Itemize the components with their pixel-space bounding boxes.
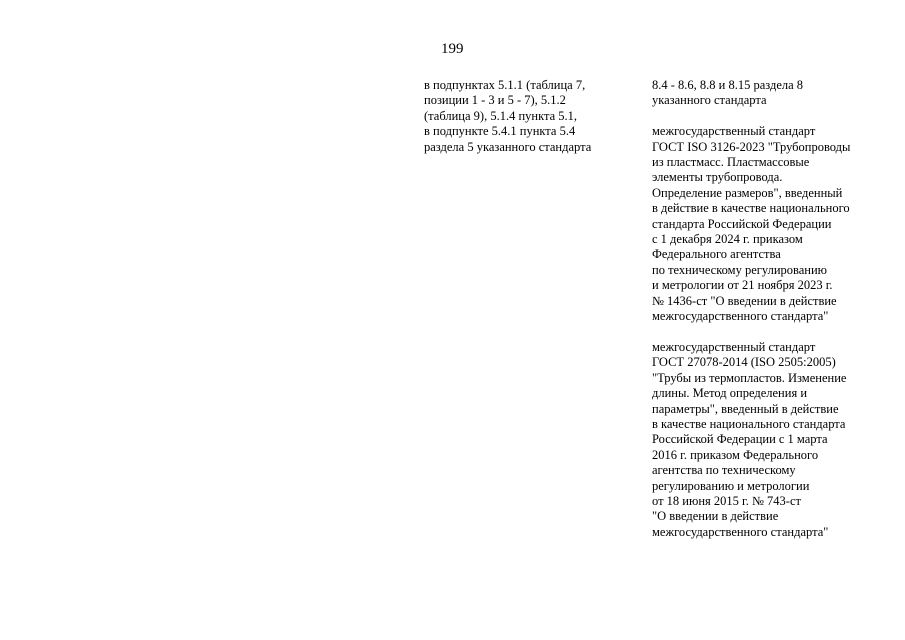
text-line: от 18 июня 2015 г. № 743-ст xyxy=(652,493,801,508)
left-column-text xyxy=(424,78,634,155)
page-number: 199 xyxy=(441,41,464,57)
text-line: в подпункте 5.4.1 пункта 5.4 xyxy=(424,124,576,139)
text-line: в качестве национального стандарта xyxy=(652,416,846,431)
text-line: в подпунктах 5.1.1 (таблица 7, xyxy=(424,78,586,92)
text-line: с 1 декабря 2024 г. приказом xyxy=(652,232,803,247)
text-line: длины. Метод определения и xyxy=(652,386,808,401)
text-line: № 1436-ст "О введении в действие xyxy=(652,293,837,308)
text-line: и метрологии от 21 ноября 2023 г. xyxy=(652,278,833,293)
text-line: Федерального агентства xyxy=(652,247,781,262)
text-line: межгосударственного стандарта" xyxy=(652,309,829,324)
text-line: межгосударственный стандарт xyxy=(652,339,816,354)
text-line: Российской Федерации с 1 марта xyxy=(652,432,828,447)
text-line: 2016 г. приказом Федерального xyxy=(652,447,819,462)
text-line: раздела 5 указанного стандарта xyxy=(424,139,592,154)
standard-block-gost-27078 xyxy=(652,340,892,540)
text-line: агентства по техническому xyxy=(652,463,796,478)
text-line: из пластмасс. Пластмассовые xyxy=(652,155,810,170)
text-line: межгосударственный стандарт xyxy=(652,124,816,139)
text-line: (таблица 9), 5.1.4 пункта 5.1, xyxy=(424,108,578,123)
text-line: межгосударственного стандарта" xyxy=(652,524,829,539)
standard-block-iso-3126 xyxy=(652,124,892,324)
text-line: регулированию и метрологии xyxy=(652,478,810,493)
text-line: ГОСТ 27078-2014 (ISO 2505:2005) xyxy=(652,355,836,370)
right-column-text xyxy=(652,78,892,540)
text-line: стандарта Российской Федерации xyxy=(652,216,832,231)
text-line: по техническому регулированию xyxy=(652,262,828,277)
text-line: в действие в качестве национального xyxy=(652,201,850,216)
text-line: Определение размеров", введенный xyxy=(652,185,843,200)
text-line: элементы трубопровода. xyxy=(652,170,783,185)
paragraph-gap xyxy=(652,109,892,124)
text-line: указанного стандарта xyxy=(652,93,767,108)
text-line: 8.4 - 8.6, 8.8 и 8.15 раздела 8 xyxy=(652,78,804,92)
text-line: параметры", введенный в действие xyxy=(652,401,839,416)
text-line: "Трубы из термопластов. Изменение xyxy=(652,370,847,385)
section-reference-block xyxy=(652,78,892,109)
text-line: "О введении в действие xyxy=(652,509,779,524)
paragraph-gap xyxy=(652,324,892,339)
text-line: позиции 1 - 3 и 5 - 7), 5.1.2 xyxy=(424,93,566,108)
text-line: ГОСТ ISO 3126-2023 "Трубопроводы xyxy=(652,139,851,154)
